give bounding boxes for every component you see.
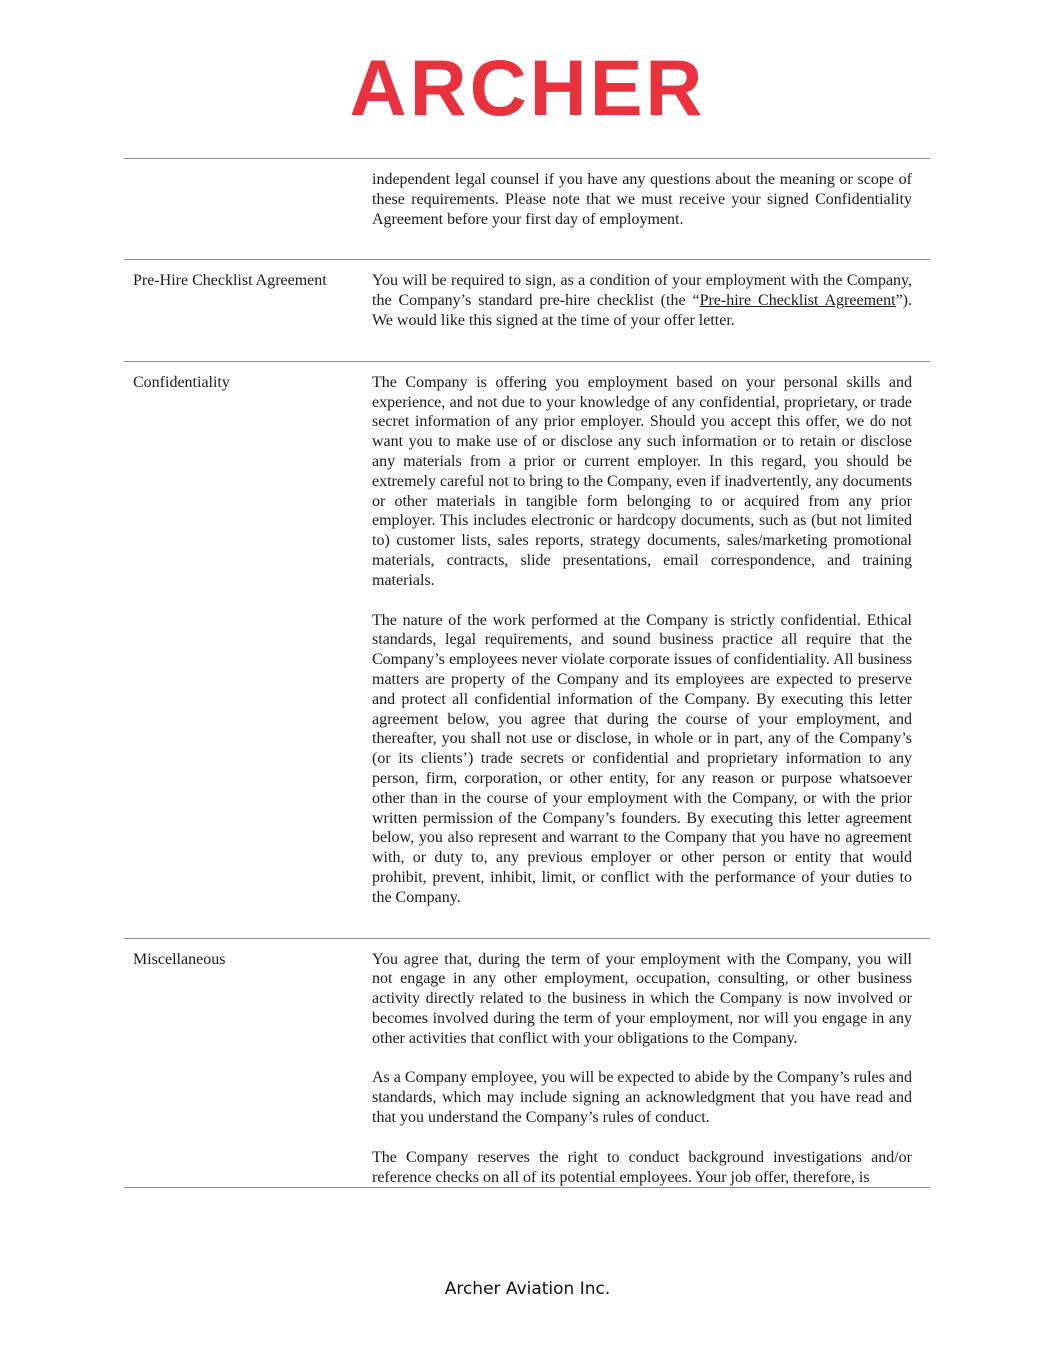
paragraph: The nature of the work performed at the Company is strictly confidential. Ethical standards, legal requirements, and sound business practice all require that the Company’s employees never violate corporate issues of confidentiality. All business matters are property of the Company and its employees are expected to preserve and protect all confidential information of the Company. By executing this letter agreement below, you agree that during the course of your employment, and thereafter, you shall not use or disclose, in whole or in part, any of the Company’s (or its clients’) trade secrets or confidential and proprietary information to any person, firm, corporation, or other entity, for any reason or purpose whatsoever other than in the course of your employment with the Company, or with the prior written permission of the Company’s founders. By executing this letter agreement below, you also represent and warrant to the Company that you have no agreement with, or duty to, any previous employer or other person or entity that would prohibit, prevent, inhibit, limit, or conflict with the performance of your duties to the Company. [372, 611, 912, 906]
paragraph: independent legal counsel if you have any questions about the meaning or scope of these requirements. Please note that we must receive your signed Confidentiality Agreement before your first day of employment. [372, 171, 912, 228]
paragraph [372, 271, 912, 330]
section-label: Pre-Hire Checklist Agreement [133, 272, 327, 290]
section-counsel-continuation [124, 158, 930, 259]
paragraph: You agree that, during the term of your employment with the Company, you will not engage in any other employment, occupation, consulting, or other business activity directly related to the business in which the Company is now involved or becomes involved during the term of your employment, nor will you engage in any other activities that conflict with your obligations to the Company. [372, 950, 912, 1047]
section-label [124, 159, 372, 259]
paragraph-text: ”). We would like this signed at the time of your offer letter. [372, 292, 912, 329]
paragraph: As a Company employee, you will be expected to abide by the Company’s rules and standards, which may include signing an acknowledgment that you have read and that you understand the Company’s rules of conduct. [372, 1069, 912, 1127]
section-pre-hire-checklist [124, 259, 930, 360]
document-body [124, 158, 930, 1188]
section-content [372, 159, 912, 259]
paragraph-text: You will be required to sign, as a condition of your employment with the Company, the Company’s standard pre-hire checklist (the “ [372, 272, 912, 310]
defined-term-pre-hire-checklist-agreement: Pre-hire Checklist Agreement [699, 292, 896, 310]
section-confidentiality [124, 361, 930, 938]
paragraph: The Company reserves the right to conduct background investigations and/or reference checks on all of its potential employees. Your job offer, therefore, is [372, 1148, 912, 1186]
section-label: Confidentiality [133, 373, 230, 391]
paragraph: The Company is offering you employment based on your personal skills and experience, and not due to your knowledge of any confidential, proprietary, or trade secret information of any prior employer. Should you accept this offer, we do not want you to make use of or disclose any such information or to retain or disclose any materials from a prior or current employer. In this regard, you should be extremely careful not to bring to the Company, even if inadvertently, any documents or other materials in tangible form belonging to or acquired from any prior employer. This includes electronic or hardcopy documents, such as (but not limited to) customer lists, sales reports, strategy documents, sales/marketing promotional materials, contracts, slide presentations, email correspondence, and training materials. [372, 373, 912, 589]
section-content [372, 939, 912, 1188]
section-label: Miscellaneous [133, 950, 226, 968]
section-content [372, 362, 912, 938]
footer-company-name: Archer Aviation Inc. [444, 1279, 611, 1299]
section-content [372, 260, 912, 360]
section-miscellaneous [124, 938, 930, 1189]
archer-logo: ARCHER [349, 43, 706, 132]
